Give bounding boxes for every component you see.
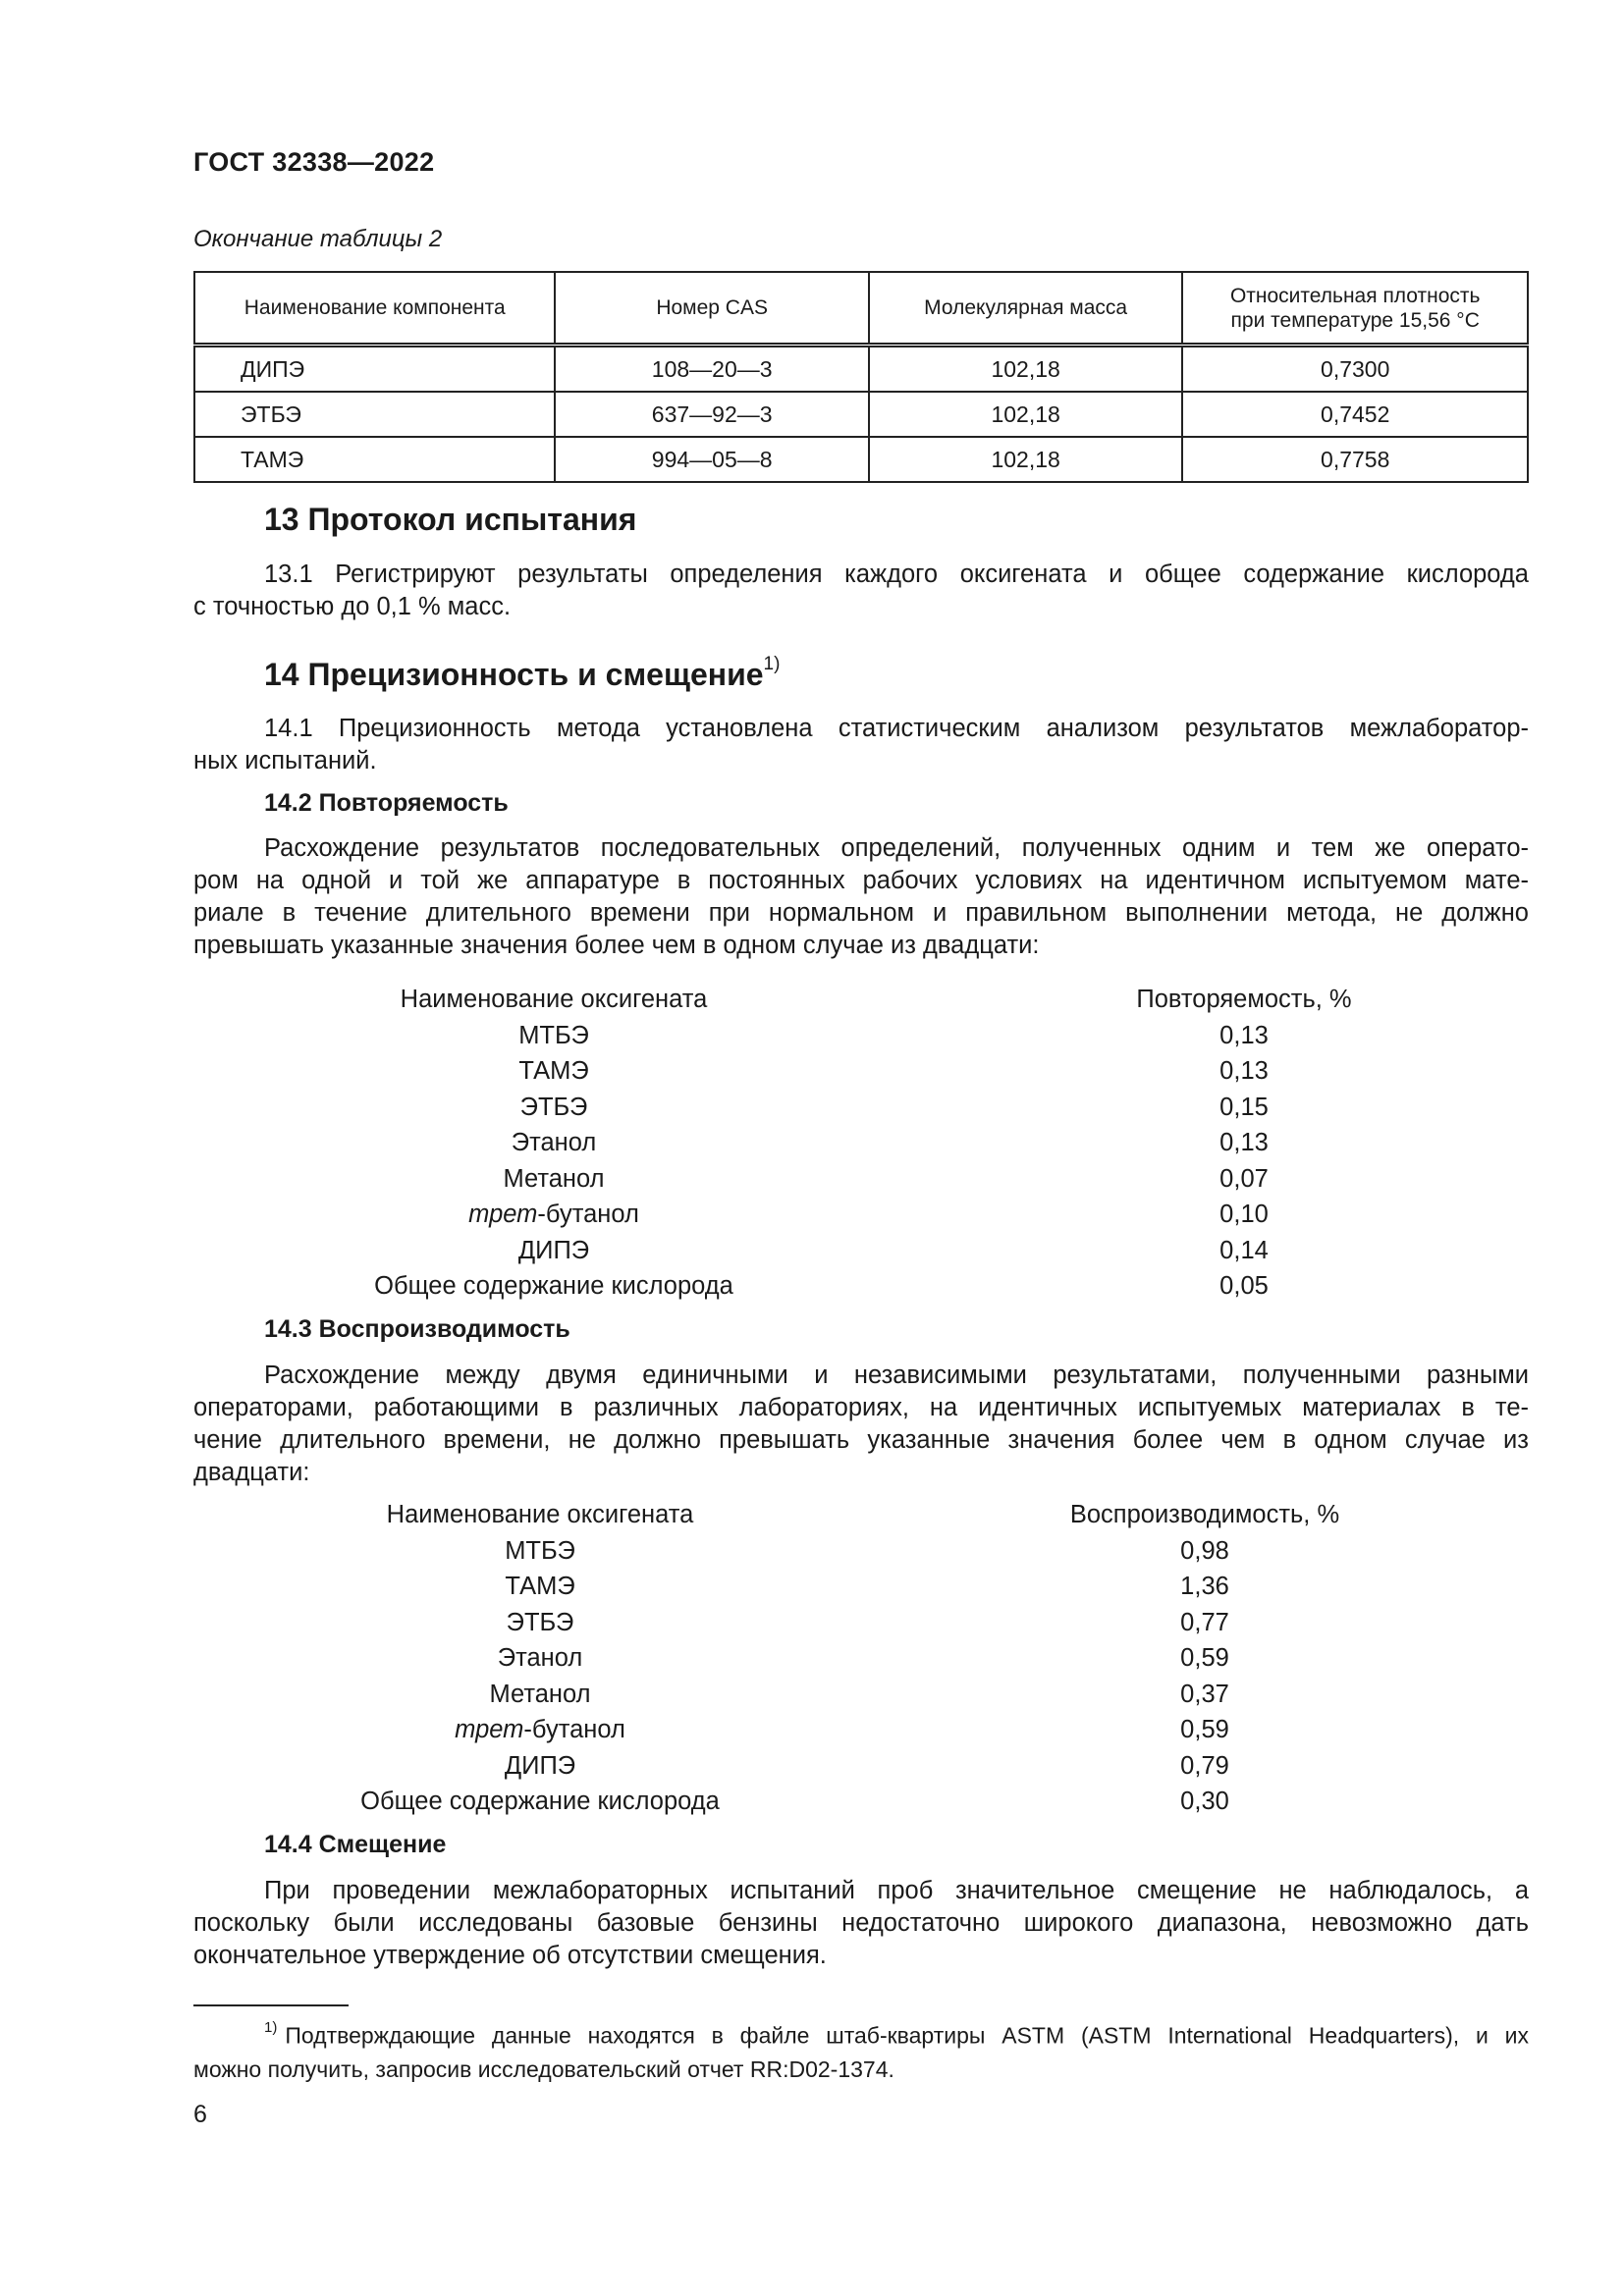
section-14-3-paragraph	[193, 1360, 1529, 1489]
list-item	[193, 1233, 1529, 1269]
table-caption: Окончание таблицы 2	[193, 226, 443, 252]
text-line: 13.1 Регистрируют результаты определения каждого оксигената и общее содержание кислорода	[264, 561, 1529, 588]
repeatability-value: 0,05	[1219, 1272, 1269, 1300]
reproducibility-value: 0,98	[1180, 1536, 1229, 1565]
tert-suffix: -бутанол	[523, 1716, 625, 1743]
oxygenate-name	[313, 1197, 794, 1233]
text-line: превышать указанные значения более чем в одном случае из двадцати:	[193, 932, 1040, 959]
text-line: При проведении межлабораторных испытаний проб значительное смещение не наблюдалось, а	[264, 1877, 1529, 1904]
reproducibility-list	[193, 1497, 1529, 1820]
page-number: 6	[193, 2101, 207, 2128]
repeatability-value: 0,10	[1219, 1201, 1269, 1228]
list-item	[193, 1161, 1529, 1198]
list-item	[193, 1533, 1529, 1570]
oxygenate-name: ТАМЭ	[505, 1573, 575, 1600]
oxygenate-name: МТБЭ	[505, 1536, 575, 1565]
list-item	[193, 1712, 1529, 1748]
footnote-line: можно получить, запросив исследовательский отчет RR:D02-1374.	[193, 2056, 894, 2082]
tert-prefix: трет	[455, 1716, 524, 1743]
cell-cas: 994—05—8	[555, 437, 868, 482]
list-item	[193, 1125, 1529, 1161]
repeatability-value: 0,13	[1219, 1021, 1269, 1049]
tert-suffix: -бутанол	[537, 1201, 639, 1228]
footnote-text: Подтверждающие данные находятся в файле штаб-квартиры ASTM (ASTM International Headquarters), и их	[285, 2022, 1529, 2049]
list-item	[193, 1018, 1529, 1054]
reproducibility-value: 0,79	[1180, 1751, 1229, 1780]
col-header-density-line1: Относительная плотность	[1229, 284, 1481, 307]
footnote-divider	[193, 2004, 349, 2006]
list-header-repeatability: Повторяемость, %	[1136, 986, 1352, 1013]
oxygenate-name: Метанол	[489, 1680, 591, 1708]
list-item	[193, 1090, 1529, 1126]
text-line: с точностью до 0,1 % масс.	[193, 593, 512, 620]
footnote	[193, 2014, 1529, 2086]
list-header-reproducibility: Воспроизводимость, %	[1069, 1501, 1340, 1528]
oxygenate-name: ЭТБЭ	[506, 1608, 574, 1636]
list-header-oxygenate: Наименование оксигената	[386, 1501, 694, 1528]
cell-molar-mass: 102,18	[869, 346, 1183, 393]
section-14-heading-text: 14 Прецизионность и смещение	[264, 657, 764, 692]
text-line: Расхождение между двумя единичными и независимыми результатами, полученными разными	[264, 1362, 1529, 1389]
list-header-row	[193, 982, 1529, 1018]
list-item	[193, 1605, 1529, 1641]
cell-density: 0,7300	[1182, 346, 1528, 393]
footnote-line	[193, 2014, 1529, 2053]
oxygenate-name: Общее содержание кислорода	[374, 1272, 733, 1300]
table-row	[194, 437, 1528, 482]
text-line: ных испытаний.	[193, 747, 377, 774]
list-item	[193, 1677, 1529, 1713]
text-line: операторами, работающими в различных лабораториях, на идентичных испытуемых материалах в те-	[193, 1394, 1529, 1421]
reproducibility-value: 0,77	[1180, 1608, 1229, 1636]
repeatability-value: 0,07	[1219, 1164, 1269, 1193]
document-header: ГОСТ 32338—2022	[193, 147, 435, 177]
text-line: чение длительного времени, не должно превышать указанные значения более чем в одном случае из	[193, 1426, 1529, 1454]
list-item	[193, 1748, 1529, 1785]
text-line: ром на одной и той же аппаратуре в постоянных рабочих условиях на идентичном испытуемом мате-	[193, 867, 1529, 894]
section-14-heading	[264, 654, 781, 693]
repeatability-value: 0,13	[1219, 1129, 1269, 1156]
col-header-density-line2: при температуре 15,56 °C	[1230, 308, 1480, 332]
col-header-density	[1182, 272, 1528, 346]
oxygenate-name: Этанол	[497, 1644, 583, 1672]
cell-molar-mass: 102,18	[869, 392, 1183, 437]
list-item	[193, 1197, 1529, 1233]
text-line: Расхождение результатов последовательных определений, полученных одним и тем же операто-	[264, 834, 1529, 862]
cell-cas: 637—92—3	[555, 392, 868, 437]
repeatability-value: 0,13	[1219, 1057, 1269, 1085]
list-header-row	[193, 1497, 1529, 1533]
oxygenate-name: ЭТБЭ	[519, 1093, 588, 1121]
section-14-1-paragraph	[193, 713, 1529, 777]
subsection-14-2-heading: 14.2 Повторяемость	[264, 789, 509, 817]
tert-prefix: трет	[468, 1201, 538, 1228]
footnote-mark: 1)	[264, 2019, 278, 2036]
oxygenate-name: Этанол	[511, 1129, 597, 1156]
components-table	[193, 271, 1529, 483]
col-header-cas: Номер CAS	[555, 272, 868, 346]
footnote-ref: 1)	[763, 654, 781, 675]
oxygenate-name: ДИПЭ	[504, 1751, 576, 1780]
cell-component: ЭТБЭ	[194, 392, 555, 437]
repeatability-list	[193, 982, 1529, 1305]
list-item	[193, 1053, 1529, 1090]
list-item	[193, 1784, 1529, 1820]
oxygenate-name: ТАМЭ	[518, 1057, 589, 1085]
text-line: риале в течение длительного времени при нормальном и правильном выполнении метода, не должно	[193, 899, 1529, 927]
text-line: 14.1 Прецизионность метода установлена статистическим анализом результатов межлаборатор-	[264, 715, 1529, 742]
reproducibility-value: 0,59	[1180, 1644, 1229, 1672]
section-14-4-paragraph	[193, 1875, 1529, 1972]
cell-component: ТАМЭ	[194, 437, 555, 482]
reproducibility-value: 1,36	[1180, 1573, 1229, 1600]
table-row	[194, 392, 1528, 437]
cell-component: ДИПЭ	[194, 346, 555, 393]
oxygenate-name: МТБЭ	[518, 1021, 589, 1049]
text-line: окончательное утверждение об отсутствии смещения.	[193, 1942, 827, 1969]
reproducibility-value: 0,59	[1180, 1716, 1229, 1743]
repeatability-value: 0,15	[1219, 1093, 1269, 1121]
table-header-row	[194, 272, 1528, 346]
section-13-paragraph	[193, 559, 1529, 623]
list-item	[193, 1569, 1529, 1605]
subsection-14-3-heading: 14.3 Воспроизводимость	[264, 1315, 570, 1343]
cell-molar-mass: 102,18	[869, 437, 1183, 482]
text-line: поскольку были исследованы базовые бензины недостаточно широкого диапазона, невозможно дать	[193, 1909, 1529, 1937]
oxygenate-name: Метанол	[503, 1164, 605, 1193]
section-13-heading: 13 Протокол испытания	[264, 502, 637, 537]
document-page	[193, 0, 1529, 2296]
cell-density: 0,7452	[1182, 392, 1528, 437]
list-header-oxygenate: Наименование оксигената	[400, 986, 708, 1013]
cell-density: 0,7758	[1182, 437, 1528, 482]
oxygenate-name: Общее содержание кислорода	[360, 1788, 720, 1815]
repeatability-value: 0,14	[1219, 1236, 1269, 1264]
reproducibility-value: 0,30	[1180, 1788, 1229, 1815]
col-header-component: Наименование компонента	[194, 272, 555, 346]
table-row	[194, 346, 1528, 393]
list-item	[193, 1268, 1529, 1305]
col-header-molar-mass: Молекулярная масса	[869, 272, 1183, 346]
oxygenate-name	[299, 1712, 781, 1748]
cell-cas: 108—20—3	[555, 346, 868, 393]
reproducibility-value: 0,37	[1180, 1680, 1229, 1708]
oxygenate-name: ДИПЭ	[517, 1236, 590, 1264]
section-14-2-paragraph	[193, 832, 1529, 962]
subsection-14-4-heading: 14.4 Смещение	[264, 1831, 447, 1858]
list-item	[193, 1640, 1529, 1677]
text-line: двадцати:	[193, 1459, 310, 1486]
